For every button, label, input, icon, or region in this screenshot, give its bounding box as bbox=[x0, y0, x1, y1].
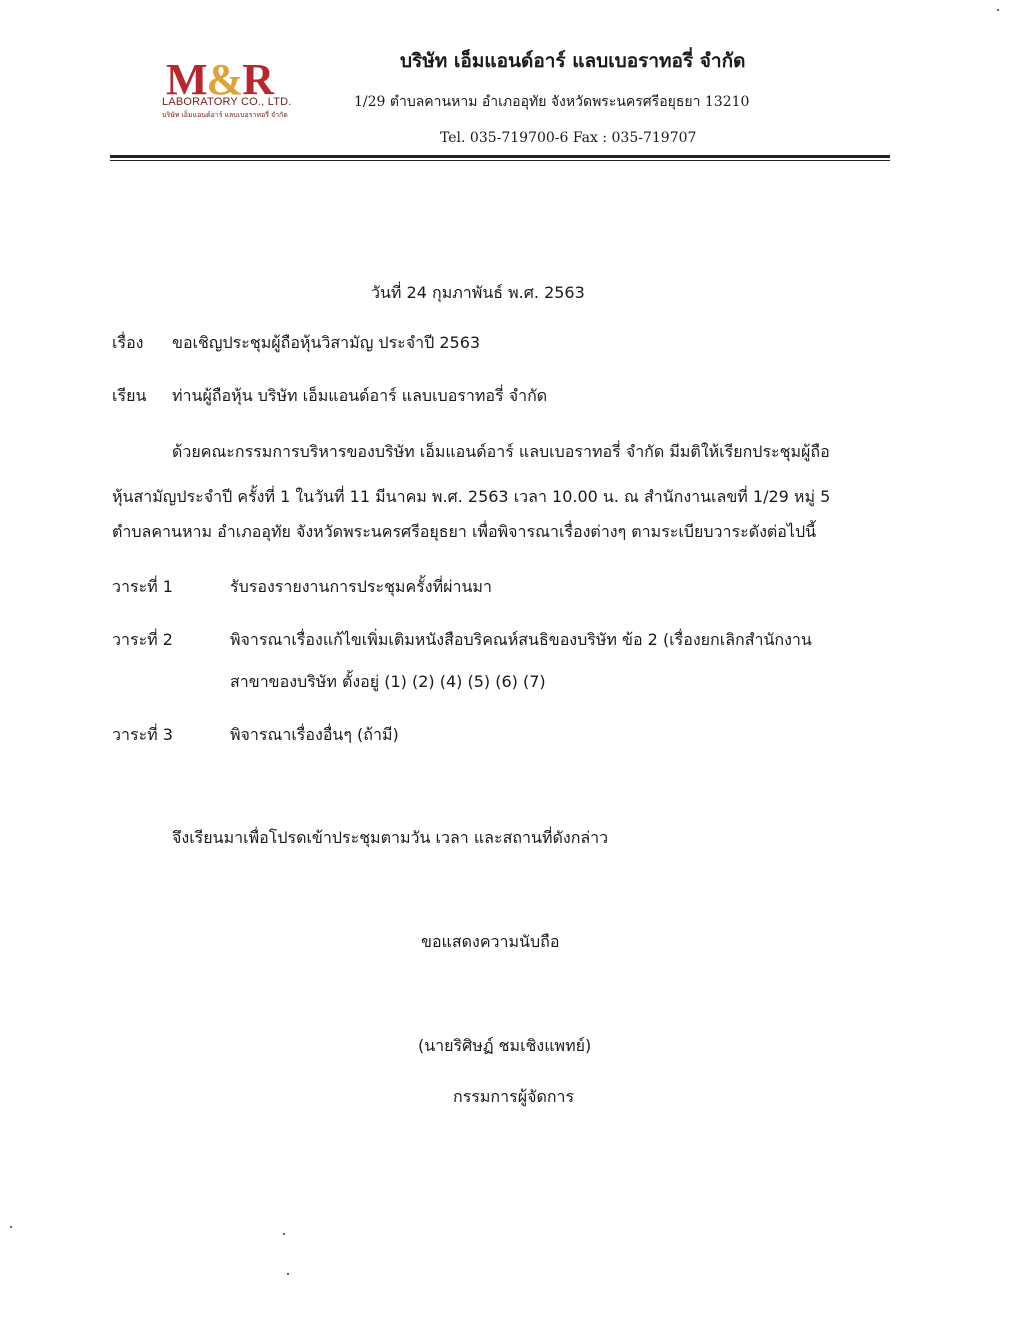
letter-date: วันที่ 24 กุมภาพันธ์ พ.ศ. 2563 bbox=[371, 283, 585, 302]
signer-position: กรรมการผู้จัดการ bbox=[453, 1087, 575, 1106]
agenda-label-3: วาระที่ 3 bbox=[112, 725, 173, 744]
body-line-2: หุ้นสามัญประจำปี ครั้งที่ 1 ในวันที่ 11 มีนาคม พ.ศ. 2563 เวลา 10.00 น. ณ สำนักงานเลขที่ 1/29 หมู่ 5 bbox=[112, 487, 831, 506]
subject-label: เรื่อง bbox=[112, 333, 144, 352]
scan-speck bbox=[10, 1226, 12, 1228]
logo-mark: M&R bbox=[166, 55, 273, 104]
logo-thai-name: บริษัท เอ็มแอนด์อาร์ แลบเบอราทอรี่ จำกัด bbox=[162, 112, 288, 119]
closing-sentence: จึงเรียนมาเพื่อโปรดเข้าประชุมตามวัน เวลา และสถานที่ดังกล่าว bbox=[172, 828, 609, 847]
signer-name: (นายริศิษฏ์ ชมเชิงแพทย์) bbox=[418, 1036, 592, 1055]
company-name: บริษัท เอ็มแอนด์อาร์ แลบเบอราทอรี่ จำกัด bbox=[400, 50, 746, 72]
body-line-1: ด้วยคณะกรรมการบริหารของบริษัท เอ็มแอนด์อาร์ แลบเบอราทอรี่ จำกัด มีมติให้เรียกประชุมผู้ถือ bbox=[172, 442, 830, 461]
recipient-label: เรียน bbox=[112, 386, 147, 405]
recipient-text: ท่านผู้ถือหุ้น บริษัท เอ็มแอนด์อาร์ แลบเบอราทอรี่ จำกัด bbox=[172, 386, 548, 405]
logo-subtitle: LABORATORY CO., LTD. bbox=[162, 96, 292, 108]
company-logo bbox=[160, 55, 310, 122]
complimentary-close: ขอแสดงความนับถือ bbox=[421, 932, 560, 951]
agenda-label-2: วาระที่ 2 bbox=[112, 630, 173, 649]
body-line-3: ตำบลคานหาม อำเภออุทัย จังหวัดพระนครศรีอยุธยา เพื่อพิจารณาเรื่องต่างๆ ตามระเบียบวาระดังต่อไปนี้ bbox=[112, 522, 817, 541]
company-contact: Tel. 035-719700-6 Fax : 035-719707 bbox=[440, 130, 697, 146]
header-rule-thick bbox=[110, 155, 890, 158]
company-address: 1/29 ตำบลคานหาม อำเภออุทัย จังหวัดพระนครศรีอยุธยา 13210 bbox=[354, 94, 750, 110]
header-rule-thin bbox=[110, 160, 890, 161]
agenda-label-1: วาระที่ 1 bbox=[112, 577, 173, 596]
subject-text: ขอเชิญประชุมผู้ถือหุ้นวิสามัญ ประจำปี 2563 bbox=[172, 333, 481, 352]
scan-speck bbox=[283, 1233, 285, 1235]
scan-speck bbox=[997, 9, 999, 11]
agenda-item-3: พิจารณาเรื่องอื่นๆ (ถ้ามี) bbox=[230, 725, 399, 744]
scan-speck bbox=[287, 1273, 289, 1275]
agenda-item-2-line-1: พิจารณาเรื่องแก้ไขเพิ่มเติมหนังสือบริคณห์สนธิของบริษัท ข้อ 2 (เรื่องยกเลิกสำนักงาน bbox=[230, 630, 812, 649]
agenda-item-2-line-2: สาขาของบริษัท ตั้งอยู่ (1) (2) (4) (5) (6) (7) bbox=[230, 672, 546, 691]
agenda-item-1: รับรองรายงานการประชุมครั้งที่ผ่านมา bbox=[230, 577, 492, 596]
